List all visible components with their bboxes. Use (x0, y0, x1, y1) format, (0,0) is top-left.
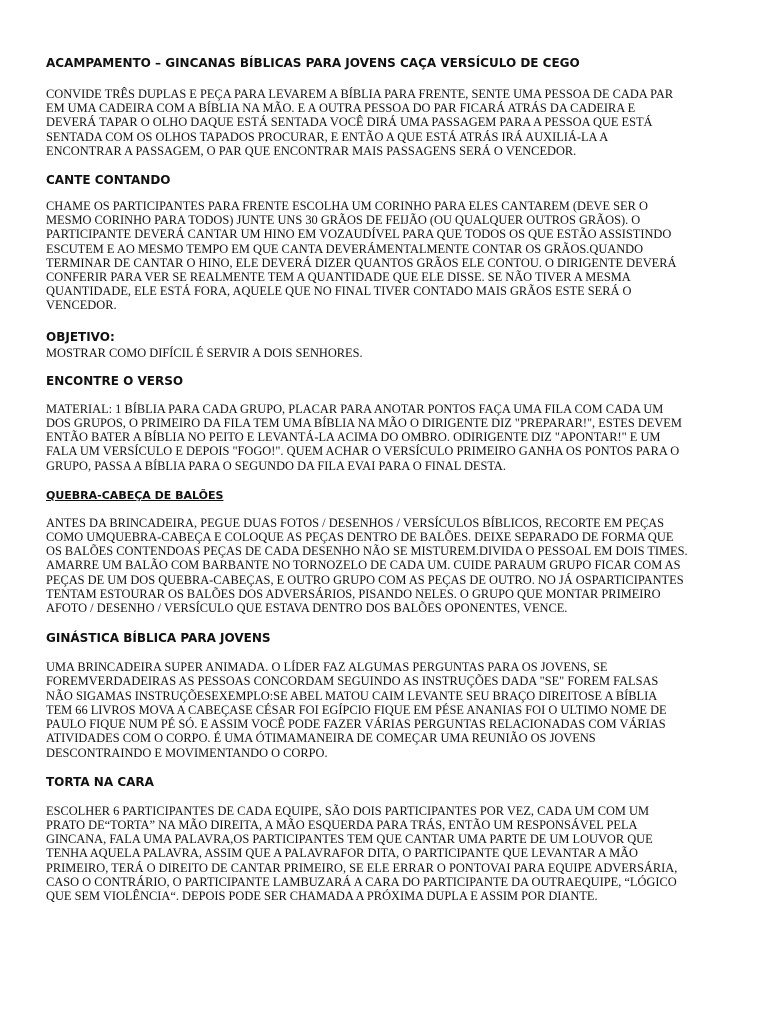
section-heading-ginastica-biblica: GINÁSTICA BÍBLICA PARA JOVENS (46, 631, 271, 646)
objective-body: MOSTRAR COMO DIFÍCIL É SERVIR A DOIS SENHORES. (46, 345, 363, 360)
section-heading-cante-contando: CANTE CONTANDO (46, 173, 171, 188)
document-page (46, 56, 718, 918)
section-body-quebra-cabeca: ANTES DA BRINCADEIRA, PEGUE DUAS FOTOS / DESENHOS / VERSÍCULOS BÍBLICOS, RECORTE EM PEÇAS COMO UMQUEBRA-CABEÇA E COLOQUE AS PEÇAS DENTRO DE BALÕES. DEIXE SEPARADO DE FORMA QUE OS BALÕES CONTENDOAS PEÇAS DE CADA DESENHO NÃO SE MISTUREM.DIVIDA O PESSOAL EM DOIS TIMES. AMARRE UM BALÃO COM BARBANTE NO TORNOZELO DE CADA UM. CUIDE PARAUM GRUPO FICAR COM AS PEÇAS DE UM DOS QUEBRA-CABEÇAS, E OUTRO GRUPO COM AS PEÇAS DE OUTRO. NO JÁ OSPARTICIPANTES TENTAM ESTOURAR OS BALÕES DOS ADVERSÁRIOS, PISANDO NELES. O GRUPO QUE MONTAR PRIMEIRO AFOTO / DESENHO / VERSÍCULO QUE ESTAVA DENTRO DOS BALÕES OPONENTES, VENCE. (46, 515, 688, 616)
document-title: ACAMPAMENTO – GINCANAS BÍBLICAS PARA JOVENS CAÇA VERSÍCULO DE CEGO (46, 56, 580, 70)
section-heading-encontre-o-verso: ENCONTRE O VERSO (46, 373, 184, 388)
objective-heading: OBJETIVO: (46, 329, 115, 344)
section-body-torta-na-cara: ESCOLHER 6 PARTICIPANTES DE CADA EQUIPE, SÃO DOIS PARTICIPANTES POR VEZ, CADA UM COM UM PRATO DE“TORTA” NA MÃO DIREITA, A MÃO ESQUERDA PARA TRÁS, ENTÃO UM RESPONSÁVEL PELA GINCANA, FALA UMA PALAVRA,OS PARTICIPANTES TEM QUE CANTAR UMA PARTE DE UM LOUVOR QUE TENHA AQUELA PALAVRA, ASSIM QUE A PALAVRAFOR DITA, O PARTICIPANTE QUE LEVANTAR A MÃO PRIMEIRO, TERÁ O DIREITO DE CANTAR PRIMEIRO, SE ELE ERRAR O PONTOVAI PARA EQUIPE ADVERSÁRIA, CASO O CONTRÁRIO, O PARTICIPANTE LAMBUZARÁ A CARA DO PARTICIPANTE DA OUTRAEQUIPE, “LÓGICO QUE SEM VIOLÊNCIA“. DEPOIS PODE SER CHAMADA A PRÓXIMA DUPLA E ASSIM POR DIANTE. (46, 803, 678, 903)
section-body-ginastica-biblica: UMA BRINCADEIRA SUPER ANIMADA. O LÍDER FAZ ALGUMAS PERGUNTAS PARA OS JOVENS, SE FOREMVERDADEIRAS AS PESSOAS CONCORDAM SEGUINDO AS INSTRUÇÕES DADA "SE" FOREM FALSAS NÃO SIGAMAS INSTRUÇÕESEXEMPLO:SE ABEL MATOU CAIM LEVANTE SEU BRAÇO DIREITOSE A BÍBLIA TEM 66 LIVROS MOVA A CABEÇASE CÉSAR FOI EGÍPCIO FIQUE EM PÉSE ANANIAS FOI O ULTIMO NOME DE PAULO FIQUE NUM PÉ SÓ. E ASSIM VOCÊ PODE FAZER VÁRIAS PERGUNTAS RELACIONADAS COM VÁRIAS ATIVIDADES COM O CORPO. É UMA ÓTIMAMANEIRA DE COMEÇAR UMA REUNIÃO OS JOVENS DESCONTRAINDO E MOVIMENTANDO O CORPO. (46, 660, 667, 760)
intro-paragraph: CONVIDE TRÊS DUPLAS E PEÇA PARA LEVAREM A BÍBLIA PARA FRENTE, SENTE UMA PESSOA DE CADA PAR EM UMA CADEIRA COM A BÍBLIA NA MÃO. E A OUTRA PESSOA DO PAR FICARÁ ATRÁS DA CADEIRA E DEVERÁ TAPAR O OLHO DAQUE ESTÁ SENTADA VOCÊ DIRÁ UMA PASSAGEM PARA A PESSOA QUE ESTÁ SENTADA COM OS OLHOS TAPADOS PROCURAR, E ENTÃO A QUE ESTÁ ATRÁS IRÁ AUXILIÁ-LA A ENCONTRAR A PASSAGEM, O PAR QUE ENCONTRAR MAIS PASSAGENS SERÁ O VENCEDOR. (46, 87, 674, 158)
section-heading-quebra-cabeca: QUEBRA-CABEÇA DE BALÕES (46, 488, 224, 502)
section-heading-torta-na-cara: TORTA NA CARA (46, 774, 154, 789)
section-body-encontre-o-verso: MATERIAL: 1 BÍBLIA PARA CADA GRUPO, PLACAR PARA ANOTAR PONTOS FAÇA UMA FILA COM CADA UM DOS GRUPOS, O PRIMEIRO DA FILA TEM UMA BÍBLIA NA MÃO O DIRIGENTE DIZ "PREPARAR!", ESTES DEVEM ENTÃO BATER A BÍBLIA NO PEITO E LEVANTÁ-LA ACIMA DO OMBRO. ODIRIGENTE DIZ "APONTAR!" E UM FALA UM VERSÍCULO E DEPOIS "FOGO!". QUEM ACHAR O VERSÍCULO PRIMEIRO GANHA OS PONTOS PARA O GRUPO, PASSA A BÍBLIA PARA O SEGUNDO DA FILA EVAI PARA O FINAL DESTA. (46, 401, 682, 473)
section-body-cante-contando: CHAME OS PARTICIPANTES PARA FRENTE ESCOLHA UM CORINHO PARA ELES CANTAREM (DEVE SER O MESMO CORINHO PARA TODOS) JUNTE UNS 30 GRÃOS DE FEIJÃO (OU QUALQUER OUTROS GRÃOS). O PARTICIPANTE DEVERÁ CANTAR UM HINO EM VOZAUDÍVEL PARA QUE TODOS OS QUE ESTÃO ASSISTINDO ESCUTEM E AO MESMO TEMPO EM QUE CANTA DEVERÁMENTALMENTE CONTAR OS GRÃOS.QUANDO TERMINAR DE CANTAR O HINO, ELE DEVERÁ DIZER QUANTOS GRÃOS ELE CONTOU. O DIRIGENTE DEVERÁ CONFERIR PARA VER SE REALMENTE TEM A QUANTIDADE QUE ELE DISSE. SE NÃO TIVER A MESMA QUANTIDADE, ELE ESTÁ FORA, AQUELE QUE NO FINAL TIVER CONTADO MAIS GRÃOS ESTE SERÁ O VENCEDOR. (46, 199, 677, 313)
